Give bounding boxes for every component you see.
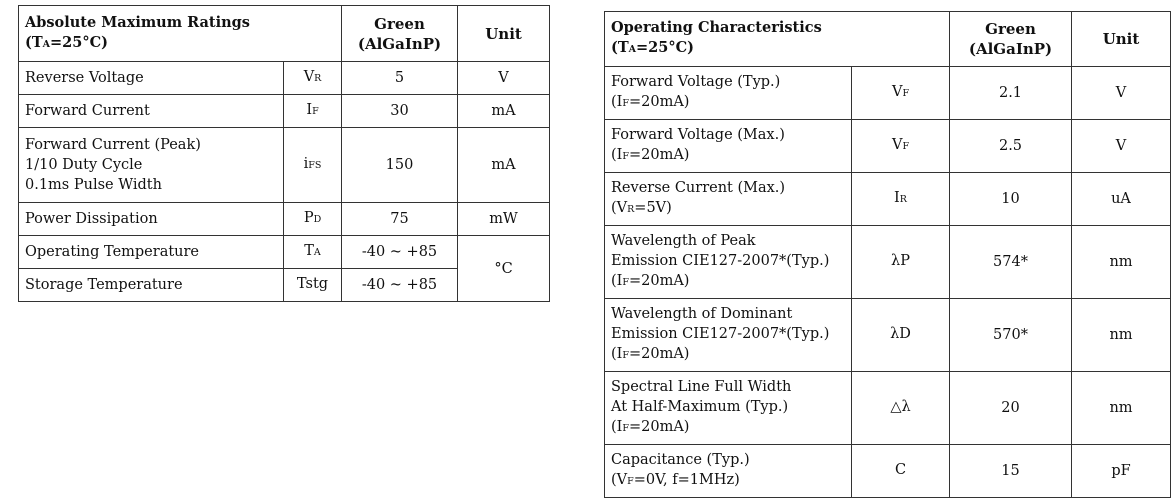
table-row xyxy=(605,67,1171,120)
param-cell: Forward Current xyxy=(19,95,284,128)
param-cell: Wavelength of Dominant Emission CIE127-2007*(Typ.) (IF=20mA) xyxy=(605,299,852,372)
param-cell: Forward Current (Peak) 1/10 Duty Cycle 0.1ms Pulse Width xyxy=(19,128,284,203)
table-row xyxy=(605,120,1171,173)
param-cell: Forward Voltage (Max.) (IF=20mA) xyxy=(605,120,852,173)
symbol-cell: Tstg xyxy=(284,269,342,302)
unit-cell: mA xyxy=(458,128,550,203)
table-title: Absolute Maximum Ratings xyxy=(25,13,250,31)
header-title-cell xyxy=(19,6,342,62)
symbol-cell: IR xyxy=(852,173,950,226)
unit-cell: mW xyxy=(458,203,550,236)
unit-cell: °C xyxy=(458,236,550,302)
symbol-cell: IF xyxy=(284,95,342,128)
column-header-unit: Unit xyxy=(458,6,550,62)
symbol-cell: λP xyxy=(852,226,950,299)
table-header-row xyxy=(19,6,550,62)
value-cell: 20 xyxy=(950,372,1072,445)
header-title-cell xyxy=(605,12,950,67)
symbol-cell: VF xyxy=(852,120,950,173)
value-cell: 75 xyxy=(342,203,458,236)
table-row xyxy=(605,226,1171,299)
value-cell: 10 xyxy=(950,173,1072,226)
table-title: Operating Characteristics xyxy=(611,19,822,36)
value-cell: 2.1 xyxy=(950,67,1072,120)
value-cell: 574* xyxy=(950,226,1072,299)
unit-cell: V xyxy=(1072,120,1171,173)
symbol-cell: PD xyxy=(284,203,342,236)
column-header-green: Green (AlGaInP) xyxy=(342,6,458,62)
param-cell: Operating Temperature xyxy=(19,236,284,269)
unit-cell: pF xyxy=(1072,445,1171,498)
symbol-cell: C xyxy=(852,445,950,498)
table-row xyxy=(605,445,1171,498)
table-row xyxy=(19,203,550,236)
operating-characteristics-table xyxy=(604,11,1171,498)
unit-cell: V xyxy=(1072,67,1171,120)
table-header-row xyxy=(605,12,1171,67)
symbol-cell: λD xyxy=(852,299,950,372)
unit-cell: uA xyxy=(1072,173,1171,226)
unit-cell: nm xyxy=(1072,226,1171,299)
unit-cell: nm xyxy=(1072,372,1171,445)
unit-cell: mA xyxy=(458,95,550,128)
table-condition: (TA=25°C) xyxy=(611,39,695,56)
absolute-max-ratings-table xyxy=(18,5,550,302)
unit-cell: V xyxy=(458,62,550,95)
unit-cell: nm xyxy=(1072,299,1171,372)
value-cell: 15 xyxy=(950,445,1072,498)
symbol-cell: △λ xyxy=(852,372,950,445)
table-row xyxy=(19,128,550,203)
table-row xyxy=(19,236,550,269)
table-row xyxy=(605,372,1171,445)
param-cell: Spectral Line Full Width At Half-Maximum (Typ.) (IF=20mA) xyxy=(605,372,852,445)
param-cell: Capacitance (Typ.) (VF=0V, f=1MHz) xyxy=(605,445,852,498)
value-cell: 570* xyxy=(950,299,1072,372)
table-row xyxy=(605,299,1171,372)
value-cell: 5 xyxy=(342,62,458,95)
param-cell: Reverse Current (Max.) (VR=5V) xyxy=(605,173,852,226)
param-cell: Storage Temperature xyxy=(19,269,284,302)
value-cell: 30 xyxy=(342,95,458,128)
symbol-cell: TA xyxy=(284,236,342,269)
value-cell: -40 ~ +85 xyxy=(342,269,458,302)
table-row xyxy=(19,95,550,128)
column-header-unit: Unit xyxy=(1072,12,1171,67)
table-condition: (TA=25°C) xyxy=(25,33,109,51)
column-header-green: Green (AlGaInP) xyxy=(950,12,1072,67)
table-row xyxy=(605,173,1171,226)
symbol-cell: VF xyxy=(852,67,950,120)
value-cell: -40 ~ +85 xyxy=(342,236,458,269)
param-cell: Wavelength of Peak Emission CIE127-2007*(Typ.) (IF=20mA) xyxy=(605,226,852,299)
param-cell: Power Dissipation xyxy=(19,203,284,236)
table-row xyxy=(19,62,550,95)
value-cell: 2.5 xyxy=(950,120,1072,173)
param-cell: Reverse Voltage xyxy=(19,62,284,95)
symbol-cell: iFS xyxy=(284,128,342,203)
symbol-cell: VR xyxy=(284,62,342,95)
param-cell: Forward Voltage (Typ.) (IF=20mA) xyxy=(605,67,852,120)
value-cell: 150 xyxy=(342,128,458,203)
